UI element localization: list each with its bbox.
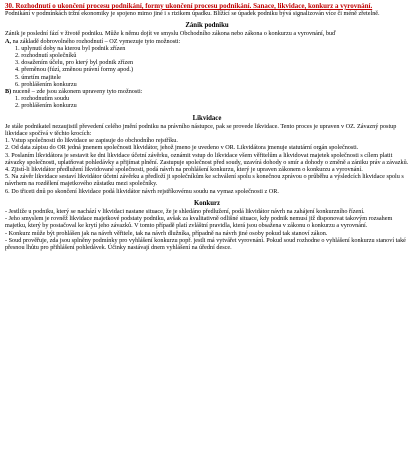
likvidace-paragraph: Je stále podnikatel nezaujistil převedení celého jmění podniku na právního nástupce, pak se provede likvidace. Tento proces je upraven v OZ. Závazný postup likvidace spočívá v těchto krocích:	[5, 122, 397, 138]
zanik-option-a	[5, 38, 409, 45]
list-item: 6. Do třiceti dnů po skončení likvidace podá likvidátor návrh rejstříkovému soudu na vymaz společnosti z OR.	[5, 187, 279, 195]
list-item: 2. Od data zápisu do OR jedná jmenem společnosti likvidátor, jehož jmeno je uvedeno v OR. Likvidátora jmenuje statutární orgán společnosti.	[5, 144, 359, 152]
list-item: 2. prohlášením konkurzu	[15, 102, 77, 110]
option-a-label: A,	[5, 37, 12, 45]
intro-paragraph: Podnikání v podmínkách tržní ekonomiky je spojeno mimo jiné i s rizikem úpadku. Blížící se úpadek podniku bývá signalizován více či méně zřetelně.	[5, 10, 380, 17]
option-a-text: na základě dobrovolného rozhodnutí – OZ vymezuje tyto možnosti:	[12, 37, 181, 45]
list-item: 3. Poslaním likvidátora je sestavit ke dni likvidace účetní závěrku, oznámit vstup do likvidace všem věřitelům a likvidovat majetek společnosti s cílem platit závazky společnosti, uplatňovat pohledávky a přijímat plnění. Zastupuje společnost před soudy, uzavírá dohody o smír a dohody o změně a zániku práv a závazků.	[5, 151, 409, 166]
option-b-label: B)	[5, 88, 12, 96]
konkurz-paragraph: - Jestliže u podniku, který se nachází v likvidaci nastane situace, že je shledáno předlužení, podá likvidátor návrh na zahájení konkurzního řízení.	[5, 208, 365, 216]
list-item: 1. Vstup společnosti do likvidace se zapisuje do obchodního rejstříku.	[5, 137, 178, 145]
zanik-paragraph: Zánik je poslední fází v životě podniku. Může k němu dojít ve smyslu Obchodního zákona nebo zákona o konkurzu a vyrovnání, buď	[5, 30, 337, 38]
list-item: 2. rozhodnutí společníků	[15, 52, 77, 60]
list-item: 4. přeměnou (fúzí, změnou právní formy apod.)	[15, 66, 134, 74]
list-item: 3. dosažením účelu, pro který byl podnik zřízen	[15, 59, 134, 67]
list-item: 6. prohlášením konkurzu	[15, 80, 77, 88]
likvidace-list	[5, 137, 409, 195]
konkurz-body	[5, 208, 409, 251]
section-heading-zanik: Zánik podniku	[185, 22, 229, 30]
konkurz-paragraph: - Konkurz může být prohlášen jak na návrh věřitele, tak na návrh dlužníka, případně na návrh jiné osoby pokud tak stanoví zákon.	[5, 229, 328, 237]
option-b-list	[5, 95, 409, 109]
list-item: 4. Zjistí-li likvidátor předlužení likvidované společnosti, podá návrh na prohlášení konkurzu, který je upraven zákonem o konkurzu a vyrovnání.	[5, 166, 363, 174]
section-heading-likvidace: Likvidace	[192, 114, 222, 122]
konkurz-paragraph: - Soud prověřuje, zda jsou splněny podmínky pro vyhlášení konkurzu popř. jestli má vytvářet vyrovnání. Pokud soud rozhodne o vyhlášení konkurzu stanoví také přesnou lhůtu pro přihlášení pohledávek. Účinky nastávají dnem vyhlášení na úřední desce.	[5, 236, 406, 252]
list-item: 1. rozhodnutím soudu	[15, 95, 70, 103]
list-item: 1. uplynutí doby na kterou byl podnik zřízen	[15, 44, 126, 52]
document-page	[5, 2, 409, 251]
section-heading-konkurz: Konkurz	[193, 199, 221, 207]
list-item: 5. úmrtím majitele	[15, 73, 61, 81]
list-item: 5. Na závěr likvidace sestaví likvidátor účetní závěrku a předloží ji společníkům ke schválení spolu s konečnou zprávou o průběhu a výsledcích likvidace spolu s návrhem na rozdělení majetkového zůstatku mezi společníky.	[5, 173, 404, 188]
option-a-list	[5, 45, 409, 88]
konkurz-paragraph: - Jeho smyslem je rovněž likvidace majetkové podstaty podniku, avšak za kvalitativně odlišné situace, kdy podnik nemusí již disponovat takovým rozsahem majetku, který by postačoval ke krytí jeho závazků. V tomto případě platí zvláštní pravidla, která jsou obsažena v zákonu o konkurzu a vyrovnání.	[5, 215, 393, 230]
document-title: 30. Rozhodnutí o ukončení procesu podnikání, formy ukončení procesu podnikání. Sanace, likvidace, konkurz a vyrovnání.	[5, 2, 373, 10]
option-b-text: nuceně – zde jsou zákonem upraveny tyto možnosti:	[12, 88, 143, 96]
zanik-option-b	[5, 88, 409, 95]
